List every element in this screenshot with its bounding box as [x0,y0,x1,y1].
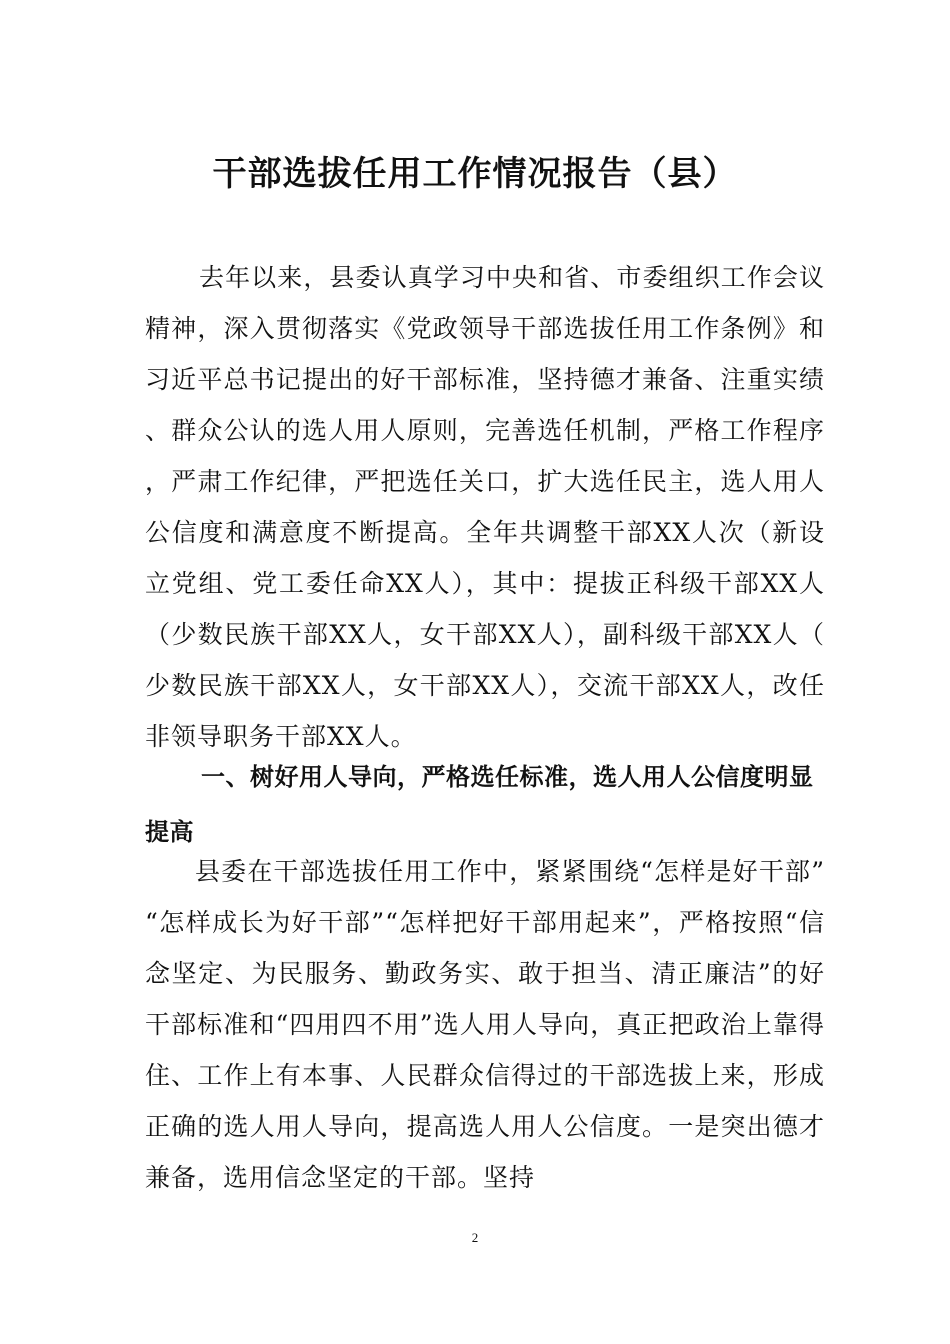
body-paragraph-section-1: 县委在干部选拔任用工作中，紧紧围绕“怎样是好干部”“怎样成长为好干部”“怎样把好干部用起来”，严格按照“信念坚定、为民服务、勤政务实、敢于担当、清正廉洁”的好干部标准和“四用四不用”选人用人导向，真正把政治上靠得住、工作上有本事、人民群众信得过的干部选拔上来，形成正确的选人用人导向，提高选人用人公信度。一是突出德才兼备，选用信念坚定的干部。坚持 [145,857,825,1192]
body-paragraph-intro: 去年以来，县委认真学习中央和省、市委组织工作会议精神，深入贯彻落实《党政领导干部选拔任用工作条例》和习近平总书记提出的好干部标准，坚持德才兼备、注重实绩、群众公认的选人用人原则，完善选任机制，严格工作程序，严肃工作纪律，严把选任关口，扩大选任民主，选人用人公信度和满意度不断提高。全年共调整干部XX人次（新设立党组、党工委任命XX人），其中：提拔正科级干部XX人（少数民族干部XX人，女干部XX人），副科级干部XX人（少数民族干部XX人，女干部XX人），交流干部XX人，改任非领导职务干部XX人。 [145,263,825,751]
section-heading-1: 一、树好用人导向，严格选任标准，选人用人公信度明显提高 [145,763,814,846]
document-title: 干部选拔任用工作情况报告（县） [212,154,738,194]
page-number: 2 [471,1230,479,1245]
